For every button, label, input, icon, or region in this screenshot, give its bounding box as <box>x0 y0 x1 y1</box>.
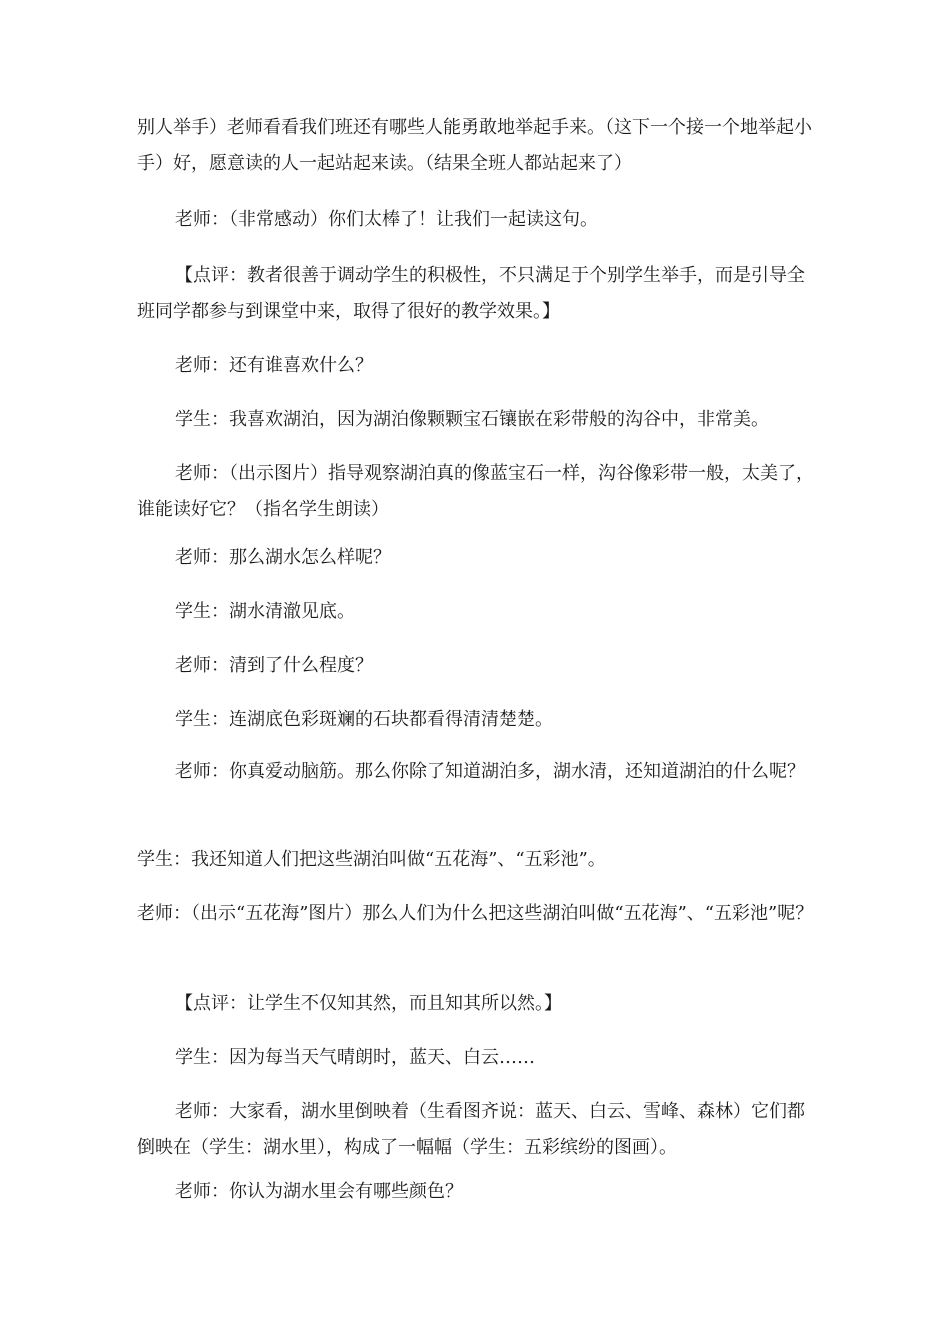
paragraph-teacher: 老师：大家看，湖水里倒映着（生看图齐说：蓝天、白云、雪峰、森林）它们都倒映在（学生：湖水里），构成了一幅幅（学生：五彩缤纷的图画）。 <box>137 1101 805 1158</box>
paragraph-student: 学生：我还知道人们把这些湖泊叫做“五花海”、“五彩池”。 <box>137 849 606 870</box>
paragraph-comment: 【点评：让学生不仅知其然，而且知其所以然。】 <box>175 993 562 1014</box>
paragraph-teacher: 老师：你真爱动脑筋。那么你除了知道湖泊多，湖水清，还知道湖泊的什么呢？ <box>175 761 805 782</box>
paragraph-narration: 别人举手）老师看看我们班还有哪些人能勇敢地举起手来。（这下一个接一个地举起小手）好，愿意读的人一起站起来读。（结果全班人都站起来了） <box>137 117 812 174</box>
paragraph-teacher: 老师：（出示“五花海”图片）那么人们为什么把这些湖泊叫做“五花海”、“五彩池”呢？ <box>137 903 814 924</box>
paragraph-teacher: 老师：你认为湖水里会有哪些颜色？ <box>175 1181 463 1202</box>
paragraph-teacher: 老师：（非常感动）你们太棒了！让我们一起读这句。 <box>175 209 598 230</box>
paragraph-student: 学生：连湖底色彩斑斓的石块都看得清清楚楚。 <box>175 709 553 730</box>
paragraph-student: 学生：湖水清澈见底。 <box>175 601 355 622</box>
paragraph-comment: 【点评：教者很善于调动学生的积极性，不只满足于个别学生举手，而是引导全班同学都参与到课堂中来，取得了很好的教学效果。】 <box>137 265 805 322</box>
paragraph-teacher: 老师：那么湖水怎么样呢？ <box>175 547 391 568</box>
paragraph-teacher: 老师：（出示图片）指导观察湖泊真的像蓝宝石一样，沟谷像彩带一般，太美了，谁能读好它？（指名学生朗读） <box>137 463 814 520</box>
paragraph-student: 学生：因为每当天气晴朗时，蓝天、白云…… <box>175 1047 535 1068</box>
paragraph-teacher: 老师：还有谁喜欢什么？ <box>175 355 373 376</box>
paragraph-student: 学生：我喜欢湖泊，因为湖泊像颗颗宝石镶嵌在彩带般的沟谷中，非常美。 <box>175 409 769 430</box>
paragraph-teacher: 老师：清到了什么程度？ <box>175 655 373 676</box>
